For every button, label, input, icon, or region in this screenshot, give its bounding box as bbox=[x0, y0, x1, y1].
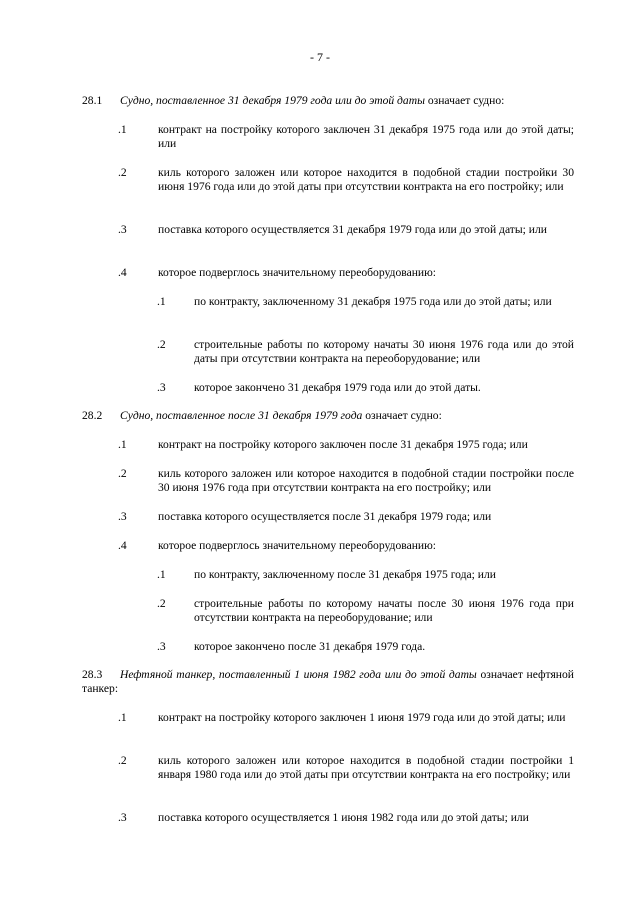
section-28-2 bbox=[82, 409, 574, 423]
item-label: .1 bbox=[118, 711, 127, 724]
subitem-label: .2 bbox=[157, 338, 166, 351]
subitem-label: .1 bbox=[157, 568, 166, 581]
item-text: контракт на постройку которого заключен 1 июня 1979 года или до этой даты; или bbox=[158, 711, 566, 724]
definition-tail: означает судно: bbox=[424, 94, 505, 107]
subitem-label: .3 bbox=[157, 381, 166, 394]
section-28-3 bbox=[82, 668, 574, 696]
subitem-text: которое закончено после 31 декабря 1979 года. bbox=[194, 640, 426, 653]
section-number: 28.2 bbox=[82, 409, 103, 422]
item-text: которое подверглось значительному переоборудованию: bbox=[158, 539, 437, 552]
defined-term: Судно, поставленное 31 декабря 1979 года или до этой даты bbox=[120, 94, 425, 107]
item-text: поставка которого осуществляется 31 декабря 1979 года или до этой даты; или bbox=[158, 223, 547, 236]
subitem-label: .2 bbox=[157, 597, 166, 610]
subitem-label: .1 bbox=[157, 295, 166, 308]
item-text: контракт на постройку которого заключен 31 декабря 1975 года или до этой даты; или bbox=[158, 123, 574, 150]
section-number: 28.3 bbox=[82, 668, 103, 681]
item-text: поставка которого осуществляется 1 июня 1982 года или до этой даты; или bbox=[158, 811, 529, 824]
section-28-1 bbox=[82, 94, 574, 108]
item-label: .1 bbox=[118, 123, 127, 136]
item-label: .2 bbox=[118, 467, 127, 480]
definition-tail: означает нефтяной танкер: bbox=[82, 668, 574, 695]
item-text: которое подверглось значительному переоборудованию: bbox=[158, 266, 437, 279]
item-label: .2 bbox=[118, 166, 127, 179]
item-text: киль которого заложен или которое находится в подобной стадии постройки 1 января 1980 года или до этой даты при отсутствии контракта на его постройку; или bbox=[158, 754, 574, 781]
item-label: .1 bbox=[118, 438, 127, 451]
item-text: контракт на постройку которого заключен после 31 декабря 1975 года; или bbox=[158, 438, 528, 451]
section-number: 28.1 bbox=[82, 94, 103, 107]
subitem-text: по контракту, заключенному после 31 декабря 1975 года; или bbox=[194, 568, 496, 581]
item-label: .3 bbox=[118, 811, 127, 824]
page-number: - 7 - bbox=[310, 50, 330, 64]
defined-term: Судно, поставленное после 31 декабря 1979 года bbox=[120, 409, 363, 422]
item-label: .2 bbox=[118, 754, 127, 767]
item-text: поставка которого осуществляется после 31 декабря 1979 года; или bbox=[158, 510, 492, 523]
item-label: .4 bbox=[118, 266, 127, 279]
subitem-text: строительные работы по которому начаты после 30 июня 1976 года при отсутствии контракта на переоборудование; или bbox=[194, 597, 574, 624]
item-label: .3 bbox=[118, 223, 127, 236]
item-text: киль которого заложен или которое находится в подобной стадии постройки после 30 июня 1976 года при отсутствии контракта на его постройку; или bbox=[158, 467, 574, 494]
item-label: .3 bbox=[118, 510, 127, 523]
defined-term: Нефтяной танкер, поставленный 1 июня 1982 года или до этой даты bbox=[120, 668, 477, 681]
item-text: киль которого заложен или которое находится в подобной стадии постройки 30 июня 1976 года или до этой даты при отсутствии контракта на его постройку; или bbox=[158, 166, 574, 193]
subitem-label: .3 bbox=[157, 640, 166, 653]
subitem-text: строительные работы по которому начаты 30 июня 1976 года или до этой даты при отсутствии контракта на переоборудование; или bbox=[194, 338, 574, 365]
definition-tail: означает судно: bbox=[362, 409, 442, 422]
subitem-text: по контракту, заключенному 31 декабря 1975 года или до этой даты; или bbox=[194, 295, 552, 308]
item-label: .4 bbox=[118, 539, 127, 552]
subitem-text: которое закончено 31 декабря 1979 года или до этой даты. bbox=[194, 381, 481, 394]
